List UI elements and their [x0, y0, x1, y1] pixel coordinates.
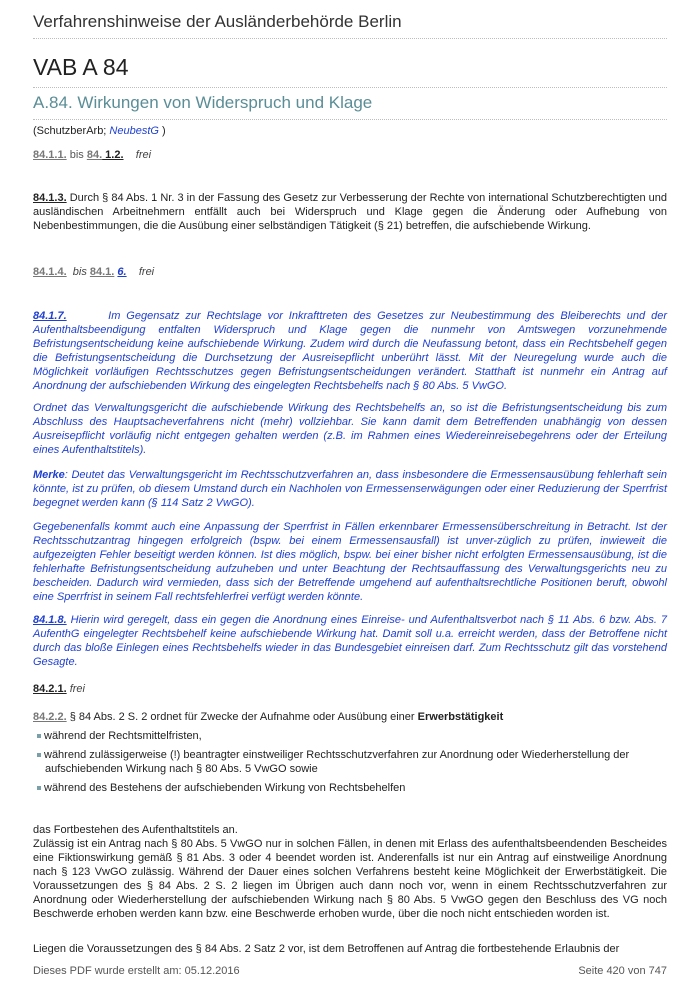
bullet-square-icon: [37, 786, 41, 790]
paragraph-fortbestehen: das Fortbestehen des Aufenthaltstitels an.: [33, 824, 238, 836]
document-header: Verfahrenshinweise der Ausländerbehörde Berlin: [33, 12, 667, 39]
footer-created: Dieses PDF wurde erstellt am: 05.12.2016: [33, 965, 240, 977]
list-item: während der Rechtsmittelfristen,: [33, 729, 667, 743]
paragraph-84-2-1: 84.2.1. frei: [33, 683, 85, 695]
link-84-1-3[interactable]: 84.1.3.: [33, 192, 67, 204]
paragraph-84-1-1: 84.1.1. bis 84. 1.2. frei: [33, 149, 152, 161]
paragraph-84-1-8: 84.1.8. Hierin wird geregelt, dass ein gegen die Anordnung eines Einreise- und Aufenthaltsverbot nach § 11 Abs. 6 bzw. Abs. 7 AufenthG eingelegter Rechtsbehelf keine aufschiebende Wirkung hat. Damit soll u.a. erreicht werden, dass der Betroffene nicht durch das bloße Einlegen eines Rechtsbehelfs wieder in das Bundesgebiet einreisen darf. Zum Rechtsschutz gilt das vorstehend Gesagte.: [33, 614, 667, 668]
merke-label: Merke: [33, 469, 65, 481]
paragraph-zulaessig: Zulässig ist ein Antrag nach § 80 Abs. 5 VwGO nur in solchen Fällen, in denen mit Erlass des aufenthaltsbeendenden Bescheides eine Fiktionswirkung gemäß § 81 Abs. 3 oder 4 beendet worden ist. Anderenfalls ist nur ein Antrag auf einstweilige Anordnung nach § 123 VwGO zulässig. Während der Dauer eines solchen Verfahrens besteht keine Möglichkeit der Erwerbstätigkeit. Die Voraussetzungen des § 84 Abs. 2 S. 2 liegen im Übrigen auch dann noch vor, wenn in einem Rechtsschutzverfahren zur Anordnung oder Wiederherstellung der aufschiebenden Wirkung nach § 80 Abs. 5 VwGO gegen den Beschluss des VG noch Beschwerde erhoben werden kann bzw. eine Beschwerde erhoben wurde, über die noch nicht entschieden worden ist.: [33, 838, 667, 920]
paragraph-84-1-3: 84.1.3. Durch § 84 Abs. 1 Nr. 3 in der Fassung des Gesetz zur Verbesserung der Rechte von international Schutzberechtigten und ausländischen Arbeitnehmern entfällt auch bei Widerspruch und Klage gegen die Änderung oder Aufhebung von Nebenbestimmungen, die die Ausübung einer selbständigen Tätigkeit (§ 21) betreffen, die aufschiebende Wirkung.: [33, 192, 667, 232]
paragraph-ordnet: Ordnet das Verwaltungsgericht die aufschiebende Wirkung des Rechtsbehelfs an, so ist die Befristungsentscheidung bis zum Abschluss des Hauptsacheverfahrens nicht (mehr) vollziehbar. Sie kann damit dem Betreffenden unabhängig von dessen Ausreisepflicht vorläufig nicht entgegen gehalten werden (z.B. im Rahmen eines Wiedereinreisebegehrens oder der Erteilung eines Aufenthaltstitels).: [33, 402, 667, 456]
list-item: während zulässigerweise (!) beantragter einstweiliger Rechtsschutzverfahren zur Anordnung oder Wiederherstellung der aufschiebenden Wirkung nach § 80 Abs. 5 VwGO sowie: [33, 748, 667, 776]
link-84-1-1[interactable]: 84.1.1.: [33, 149, 67, 161]
link-84[interactable]: 84.: [86, 149, 103, 161]
bullet-square-icon: [37, 753, 41, 757]
bullet-list: [33, 729, 667, 800]
paragraph-merke: Merke: Deutet das Verwaltungsgericht im Rechtsschutzverfahren an, dass insbesondere die Ermessensausübung fehlerhaft sein könnte, ist zu prüfen, ob diesem Umstand durch ein Nachholen von Ermessenserwägungen oder einer Reduzierung der Sperrfrist begegnet werden kann (§ 114 Satz 2 VwGO).: [33, 469, 667, 509]
paragraph-84-1-4: 84.1.4. bis 84.1. 6. frei: [33, 266, 155, 278]
link-84-1-7[interactable]: 84.1.7.: [33, 310, 67, 322]
page-footer: [33, 965, 667, 977]
paragraph-84-1-7: 84.1.7. Im Gegensatz zur Rechtslage vor Inkrafttreten des Gesetzes zur Neubestimmung des Bleiberechts und der Aufenthaltsbeendigung entfalten Widerspruch und Klage gegen die nunmehr von Amtswegen vorzunehmende Befristungsentscheidung keine aufschiebende Wirkung. Zudem wird durch die Neufassung betont, dass ein Rechtsbehelf gegen die Befristungsentscheidung die Durchsetzung der Ausreisepflicht unberührt lässt. Mit der Neuregelung wurde auch die Möglichkeit vorläufigen Rechtsschutzes gegen Befristungsentscheidungen verändert. Statthaft ist nunmehr ein Antrag auf Anordnung der aufschiebenden Wirkung des eingelegten Rechtsbehelfs nach § 80 Abs. 5 VwGO.: [33, 310, 667, 392]
list-item: während des Bestehens der aufschiebenden Wirkung von Rechtsbehelfen: [33, 781, 667, 795]
link-84-1[interactable]: 84.1.: [89, 266, 115, 278]
paragraph-liegen: Liegen die Voraussetzungen des § 84 Abs. 2 Satz 2 vor, ist dem Betroffenen auf Antrag die fortbestehende Erlaubnis der: [33, 943, 620, 955]
paragraph-84-2-2: 84.2.2. § 84 Abs. 2 S. 2 ordnet für Zwecke der Aufnahme oder Ausübung einer Erwerbstätigkeit: [33, 711, 504, 723]
vab-heading: VAB A 84: [33, 54, 667, 88]
bullet-square-icon: [37, 734, 41, 738]
link-84-1-4[interactable]: 84.1.4.: [33, 266, 67, 278]
footer-page-number: Seite 420 von 747: [578, 965, 667, 977]
paragraph-gegebenenfalls: Gegebenenfalls kommt auch eine Anpassung der Sperrfrist in Fällen erkennbarer Ermessensüberschreitung in Betracht. Ist der Rechtsschutzantrag hingegen erfolgreich (bspw. bei einem Ermessensausfall) ist unver-züglich zu prüfen, inwieweit die aufgezeigten Fehler beseitigt werden können. Ist dies möglich, bspw. bei einer bisher nicht erfolgten Ermessensausübung, ist die fehlerhafte Befristungsentscheidung aufzuheben und unter Beachtung der Rechtsauffassung des Verwaltungsgerichts neu zu bescheiden. Dadurch wird vermieden, dass sich der Betreffende umgehend auf aufenthaltsrechtliche Positionen beruft, obwohl eine Sperrfrist in seinem Fall rechtsfehlerfrei verfügt werden könnte.: [33, 521, 667, 603]
link-84-2-2[interactable]: 84.2.2.: [33, 711, 67, 723]
link-84-2-1[interactable]: 84.2.1.: [33, 683, 67, 695]
link-1-2[interactable]: 1.2.: [102, 149, 124, 161]
section-title: A.84. Wirkungen von Widerspruch und Klage: [33, 93, 667, 120]
neubestg-link[interactable]: NeubestG: [109, 125, 159, 137]
tags-line: (SchutzberArb; NeubestG ): [33, 125, 166, 137]
frei-label: frei: [135, 149, 152, 161]
link-84-1-8[interactable]: 84.1.8.: [33, 614, 67, 626]
link-6[interactable]: 6.: [117, 266, 127, 278]
